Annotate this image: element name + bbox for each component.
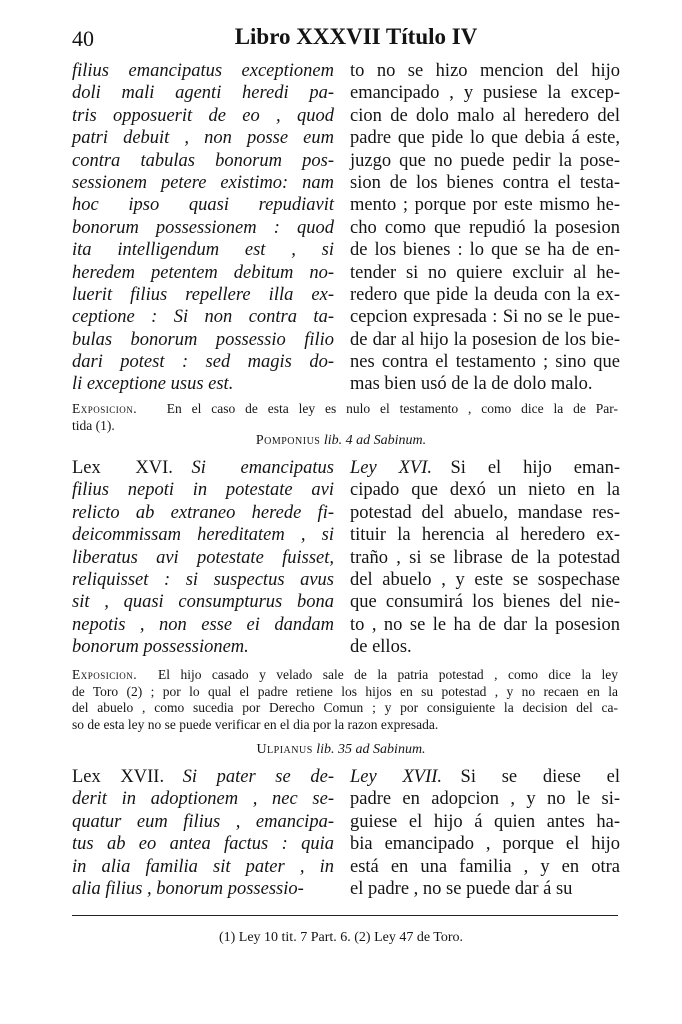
text-line: reliquisset : si suspectus avus bbox=[72, 569, 334, 590]
page-number: 40 bbox=[72, 26, 94, 51]
text-line: heredem petentem debitum no- bbox=[72, 262, 334, 283]
latin-column bbox=[72, 60, 334, 396]
text-line: redero que pide la deuda con la ex- bbox=[350, 284, 620, 305]
source-attribution-2 bbox=[0, 742, 682, 758]
text-line: bonorum possessionem : quod bbox=[72, 217, 334, 238]
text-run: Si el hijo eman- bbox=[450, 458, 620, 478]
text-line: emancipado , y pusiese la excep- bbox=[350, 83, 620, 104]
text-line: padre que pide lo que debia á este, bbox=[350, 128, 620, 149]
law-17 bbox=[72, 766, 621, 906]
text-line: to , no se le ha de dar la posesion bbox=[350, 614, 620, 635]
law-15-continuation bbox=[72, 60, 618, 400]
text-line: luerit filius repellere illa ex- bbox=[72, 284, 334, 305]
text-line: ceptione : Si non contra ta- bbox=[72, 307, 334, 328]
text-line: que consumirá los bienes del nie- bbox=[350, 592, 620, 613]
text-line: padre en adopcion , y no le si- bbox=[350, 789, 620, 810]
page-header bbox=[40, 24, 642, 56]
text-line: el padre , no se puede dar á su bbox=[350, 878, 573, 899]
text-line: cho como que repudió la posesion bbox=[350, 217, 620, 238]
text-line: liberatus avi potestate fuisset, bbox=[72, 547, 334, 568]
law-heading: Lex XVI. bbox=[72, 458, 173, 478]
latin-column bbox=[72, 766, 334, 900]
footnotes: (1) Ley 10 tit. 7 Part. 6. (2) Ley 47 de Toro. bbox=[218, 930, 464, 945]
text-line: sessionem petere existimo: nam bbox=[72, 172, 334, 193]
jurist-name: Pomponius bbox=[255, 433, 321, 448]
source-reference: lib. 4 ad Sabinum. bbox=[323, 433, 427, 448]
text-line: del abuelo , y este se sospechase bbox=[350, 569, 620, 590]
text-line: bonorum possessionem. bbox=[72, 637, 249, 658]
law-heading: Ley XVII. bbox=[350, 767, 443, 787]
text-line bbox=[350, 457, 620, 479]
text-line bbox=[350, 766, 620, 788]
exposition-text: En el caso de esta ley es nulo el testamento , como dice la de Par- bbox=[166, 401, 619, 416]
text-line: de ellos. bbox=[350, 637, 412, 658]
source-attribution-1 bbox=[0, 433, 682, 449]
text-line: quatur eum filius , emancipa- bbox=[72, 811, 334, 832]
exposition-text: tida (1). bbox=[72, 417, 115, 433]
exposition-text: so de esta ley no se puede verificar en el dia por la razon expresada. bbox=[72, 716, 439, 732]
jurist-name: Ulpianus bbox=[256, 742, 313, 757]
text-line: guiese el hijo á quien antes ha- bbox=[350, 811, 620, 832]
text-line: mento ; porque por este mismo he- bbox=[350, 195, 620, 216]
text-line: sion de los bienes contra el testa- bbox=[350, 172, 620, 193]
text-line: deicommissam hereditatem , si bbox=[72, 525, 334, 546]
text-line: contra tabulas bonorum pos- bbox=[72, 150, 334, 171]
text-line: cion de dolo malo al heredero del bbox=[350, 105, 620, 126]
text-line: tris opposuerit de eo , quod bbox=[72, 105, 334, 126]
text-line: bia emancipado , porque el hijo bbox=[350, 834, 620, 855]
text-line: tender si no quiere excluir al he- bbox=[350, 262, 620, 283]
text-line: ita intelligendum est , si bbox=[72, 240, 334, 261]
footnote-rule bbox=[72, 915, 618, 916]
law-heading: Ley XVI. bbox=[350, 458, 432, 478]
text-line: de los bienes : lo que se ha de en- bbox=[350, 240, 620, 261]
latin-column bbox=[72, 457, 334, 659]
text-line: bulas bonorum possessio filio bbox=[72, 329, 334, 350]
law-heading: Lex XVII. bbox=[72, 767, 165, 787]
text-line: relicto ab extraneo herede fi- bbox=[72, 502, 334, 523]
running-title: Libro XXXVII Título IV bbox=[234, 24, 478, 49]
spanish-column bbox=[350, 60, 620, 396]
text-line: tituir la herencia al heredero ex- bbox=[350, 525, 620, 546]
text-line: potestad del abuelo, mandase res- bbox=[350, 502, 620, 523]
text-line: filius nepoti in potestate avi bbox=[72, 480, 334, 501]
spanish-column bbox=[350, 457, 620, 659]
text-line: está en una familia , y en otra bbox=[350, 856, 620, 877]
text-line: in alia familia sit pater , in bbox=[72, 856, 334, 877]
exposition-text: El hijo casado y velado sale de la patria potestad , como dice la ley bbox=[158, 667, 618, 682]
text-run: Si pater se de- bbox=[182, 767, 334, 787]
text-run: Si emancipatus bbox=[191, 458, 334, 478]
text-line: alia filius , bonorum possessio- bbox=[72, 878, 304, 899]
exposition-1 bbox=[72, 401, 618, 434]
text-line: filius emancipatus exceptionem bbox=[72, 61, 334, 81]
text-line: nepotis , non esse ei dandam bbox=[72, 614, 334, 635]
text-line: traño , si se librase de la potestad bbox=[350, 547, 620, 568]
exposition-label: Exposicion. bbox=[72, 401, 138, 416]
text-line: dari potest : sed magis do- bbox=[72, 352, 334, 373]
text-line: mas bien usó de la de dolo malo. bbox=[350, 374, 593, 395]
text-line: de dar al hijo la posesion de los bie- bbox=[350, 329, 620, 350]
text-line: tus ab eo antea factus : quia bbox=[72, 834, 334, 855]
exposition-2 bbox=[72, 667, 618, 733]
text-line: cepcion expresada : Si no se le pue- bbox=[350, 307, 620, 328]
text-line: sit , quasi consumpturus bona bbox=[72, 592, 334, 613]
text-line: to no se hizo mencion del hijo bbox=[350, 61, 620, 81]
text-line: patri debuit , non posse eum bbox=[72, 128, 334, 149]
law-16 bbox=[72, 457, 618, 667]
text-line: cipado que dexó un nieto en la bbox=[350, 480, 620, 501]
text-line bbox=[72, 766, 334, 788]
text-run: Si se diese el bbox=[460, 767, 621, 787]
spanish-column bbox=[350, 766, 620, 900]
exposition-text: de Toro (2) ; por lo qual el padre retiene los hijos en su potestad , y no recaen en la bbox=[72, 683, 618, 699]
text-line: nes contra el testamento ; sino que bbox=[350, 352, 620, 373]
source-reference: lib. 35 ad Sabinum. bbox=[316, 742, 426, 757]
text-line: juzgo que no puede pedir la pose- bbox=[350, 150, 620, 171]
text-line: li exceptione usus est. bbox=[72, 374, 234, 395]
text-line: doli mali agenti heredi pa- bbox=[72, 83, 334, 104]
exposition-text: del abuelo , como sucedia por Derecho Comun ; y por consiguiente la decision del ca- bbox=[72, 700, 618, 715]
text-line: hoc ipso quasi repudiavit bbox=[72, 195, 334, 216]
text-line: derit in adoptionem , nec se- bbox=[72, 789, 334, 810]
exposition-label: Exposicion. bbox=[72, 667, 138, 682]
text-line bbox=[72, 457, 334, 479]
